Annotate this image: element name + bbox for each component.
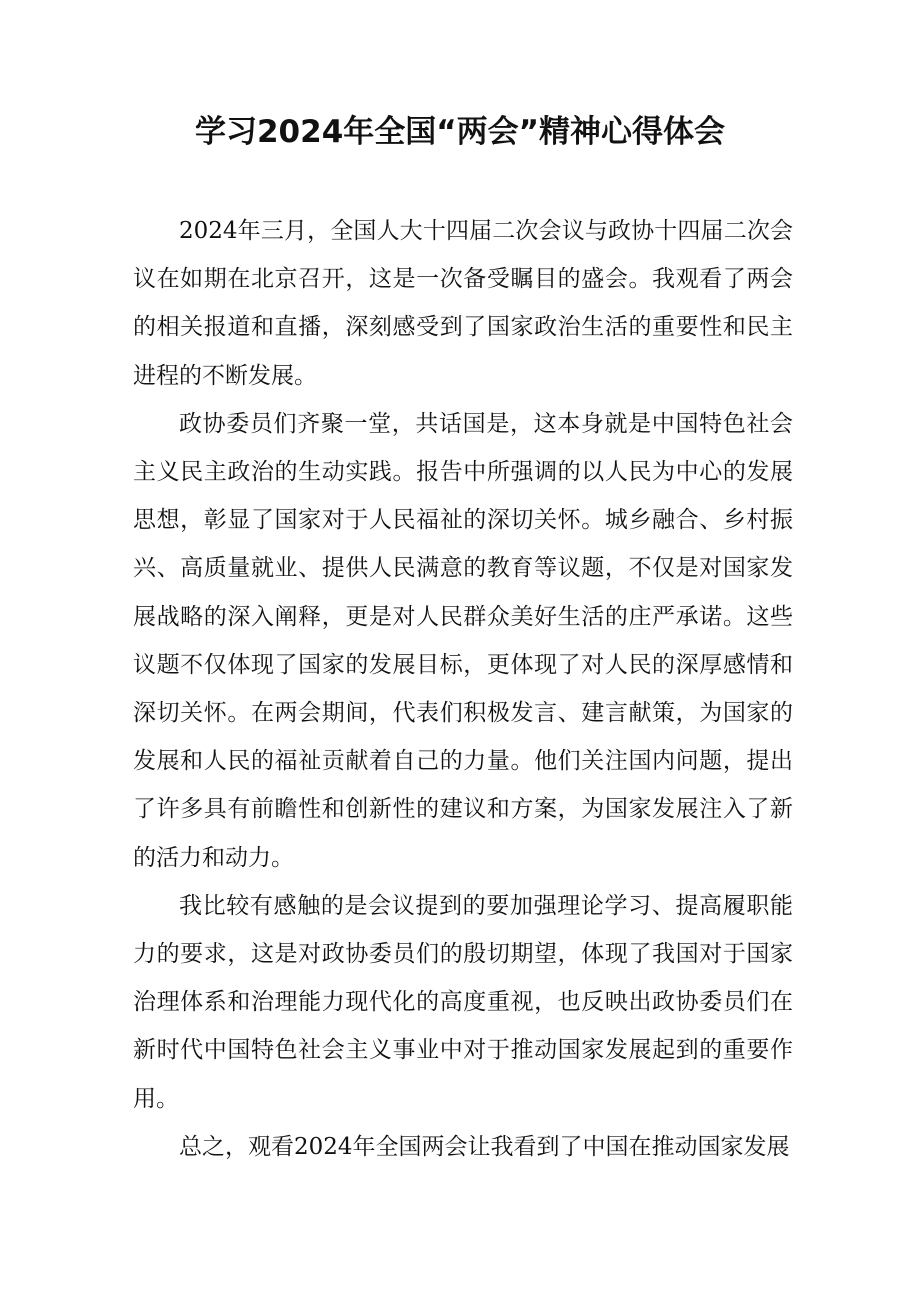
paragraph-1: 2024年三月，全国人大十四届二次会议与政协十四届二次会议在如期在北京召开，这是一次备受瞩目的盛会。我观看了两会的相关报道和直播，深刻感受到了国家政治生活的重要性和民主进程的不断发展。: [133, 218, 793, 389]
paragraph-4: 总之，观看2024年全国两会让我看到了中国在推动国家发展: [179, 1133, 790, 1160]
document-body: [133, 207, 793, 1171]
paragraph-2: 政协委员们齐聚一堂，共话国是，这本身就是中国特色社会主义民主政治的生动实践。报告中所强调的以人民为中心的发展思想，彰显了国家对于人民福祉的深切关怀。城乡融合、乡村振兴、高质量就业、提供人民满意的教育等议题，不仅是对国家发展战略的深入阐释，更是对人民群众美好生活的庄严承诺。这些议题不仅体现了国家的发展目标，更体现了对人民的深厚感情和深切关怀。在两会期间，代表们积极发言、建言献策，为国家的发展和人民的福祉贡献着自己的力量。他们关注国内问题，提出了许多具有前瞻性和创新性的建议和方案，为国家发展注入了新的活力和动力。: [133, 410, 793, 871]
paragraph-3: 我比较有感触的是会议提到的要加强理论学习、提高履职能力的要求，这是对政协委员们的殷切期望，体现了我国对于国家治理体系和治理能力现代化的高度重视，也反映出政协委员们在新时代中国特色社会主义事业中对于推动国家发展起到的重要作用。: [133, 892, 793, 1112]
document-title: 学习2024年全国“两会”精神心得体会: [194, 114, 726, 150]
